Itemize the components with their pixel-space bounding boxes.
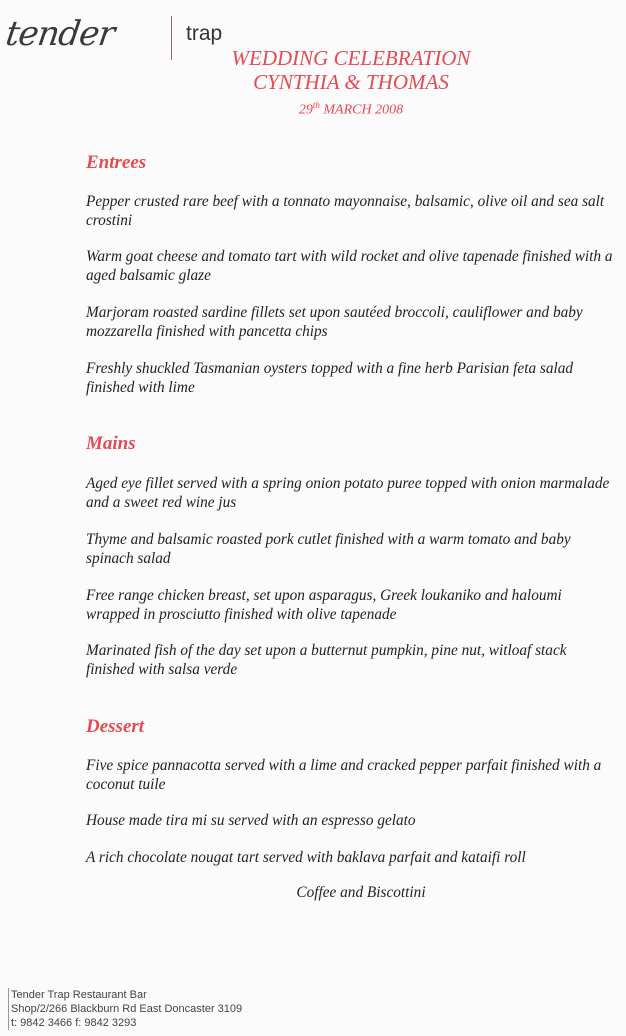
restaurant-footer <box>8 988 242 1030</box>
menu-item: Five spice pannacotta served with a lime and cracked pepper parfait finished with a coconut tuile <box>86 757 602 793</box>
footer-name: Tender Trap Restaurant Bar <box>11 989 147 1001</box>
menu-item: A rich chocolate nougat tart served with baklava parfait and kataifi roll <box>86 849 526 866</box>
event-date <box>0 96 626 120</box>
menu-item: Marinated fish of the day set upon a butternut pumpkin, pine nut, witloaf stack finished with salsa verde <box>86 642 567 678</box>
menu-item: Free range chicken breast, set upon asparagus, Greek loukaniko and haloumi wrapped in prosciutto finished with olive tapenade <box>86 587 562 623</box>
date-day: 29 <box>298 102 313 118</box>
event-title: WEDDING CELEBRATION <box>231 46 471 70</box>
section-title-entrees: Entrees <box>86 152 147 173</box>
menu-item: Pepper crusted rare beef with a tonnato mayonnaise, balsamic, olive oil and sea salt crostini <box>86 193 605 229</box>
menu-item: Aged eye fillet served with a spring onion potato puree topped with onion marmalade and a sweet red wine jus <box>86 475 610 511</box>
menu-item: Thyme and balsamic roasted pork cutlet finished with a warm tomato and baby spinach salad <box>86 531 571 567</box>
logo-script-text: tender <box>3 14 117 54</box>
menu-item: Freshly shuckled Tasmanian oysters topped with a fine herb Parisian feta salad finished with lime <box>86 360 574 396</box>
event-header <box>0 46 626 120</box>
menu-item: Marjoram roasted sardine fillets set upon sautéed broccoli, cauliflower and baby mozzarella finished with pancetta chips <box>86 304 583 340</box>
section-title-dessert: Dessert <box>86 716 145 737</box>
menu-item: Warm goat cheese and tomato tart with wild rocket and olive tapenade finished with a aged balsamic glaze <box>86 248 613 284</box>
date-month-year: MARCH 2008 <box>319 102 404 118</box>
couple-names: CYNTHIA & THOMAS <box>253 70 449 94</box>
menu-item: House made tira mi su served with an espresso gelato <box>86 812 416 829</box>
footer-phone: t: 9842 3466 f: 9842 3293 <box>11 1017 137 1029</box>
footer-address: Shop/2/266 Blackburn Rd East Doncaster 3109 <box>11 1003 243 1015</box>
section-title-mains: Mains <box>86 433 136 454</box>
date-suffix: th <box>312 100 320 110</box>
closing-line: Coffee and Biscottini <box>296 884 426 901</box>
logo-word-text: trap <box>186 22 223 45</box>
